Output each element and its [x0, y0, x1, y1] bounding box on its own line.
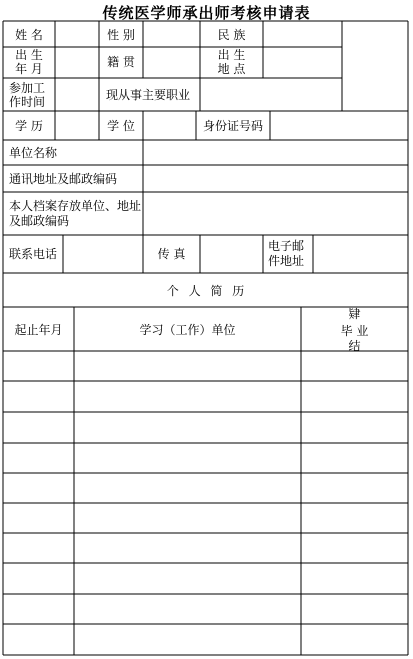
archive-label-1: 本人档案存放单位、地址: [9, 199, 142, 213]
email-label-2: 件地址: [268, 254, 305, 268]
id-number-label: 身份证号码: [202, 119, 263, 133]
phone-label: 联系电话: [9, 247, 58, 261]
col-unit-header: 学习（工作）单位: [139, 323, 236, 337]
resume-rows[interactable]: [4, 352, 408, 654]
fax-field[interactable]: [201, 236, 262, 272]
col-diploma-header-c: 结: [348, 339, 361, 353]
birthplace-label-1: 出 生: [217, 48, 246, 62]
native-place-field[interactable]: [144, 48, 199, 77]
employer-label: 单位名称: [9, 146, 58, 160]
form-title: 传统医学师承出师考核申请表: [102, 4, 311, 22]
work-start-label-1: 参加工: [9, 81, 46, 95]
education-field[interactable]: [56, 112, 98, 139]
education-label: 学 历: [15, 119, 43, 133]
employer-field[interactable]: [144, 141, 407, 164]
fax-label: 传 真: [157, 247, 186, 261]
ethnicity-field[interactable]: [264, 22, 341, 46]
ethnicity-label: 民 族: [217, 28, 246, 42]
archive-field[interactable]: [144, 193, 407, 234]
col-period-header: 起止年月: [14, 323, 63, 337]
archive-label-2: 及邮政编码: [9, 214, 70, 228]
email-label-1: 电子邮: [268, 239, 305, 253]
gender-field[interactable]: [144, 22, 199, 46]
address-label: 通讯地址及邮政编码: [9, 172, 118, 186]
phone-field[interactable]: [64, 236, 142, 272]
birth-date-label-1: 出 生: [15, 48, 43, 62]
degree-field[interactable]: [144, 112, 195, 139]
col-diploma-header-a: 肄: [348, 307, 361, 321]
id-number-field[interactable]: [271, 112, 407, 139]
work-start-label-2: 作时间: [9, 95, 46, 109]
birth-date-label-2: 年 月: [15, 62, 43, 76]
name-label: 姓 名: [15, 28, 43, 42]
address-field[interactable]: [144, 166, 407, 191]
resume-heading: 个 人 简 历: [166, 284, 245, 298]
photo-box[interactable]: [343, 22, 407, 110]
birth-date-field[interactable]: [56, 48, 98, 77]
gender-label: 性 别: [107, 28, 135, 42]
occupation-label: 现从事主要职业: [106, 88, 191, 102]
birthplace-label-2: 地 点: [217, 62, 246, 76]
name-field[interactable]: [56, 22, 98, 46]
native-place-label: 籍 贯: [107, 55, 135, 69]
degree-label: 学 位: [107, 119, 135, 133]
occupation-field[interactable]: [201, 79, 341, 110]
birthplace-field[interactable]: [264, 48, 341, 77]
col-diploma-header-b: 毕 业: [340, 324, 369, 338]
email-field[interactable]: [314, 236, 407, 272]
work-start-field[interactable]: [56, 79, 98, 110]
